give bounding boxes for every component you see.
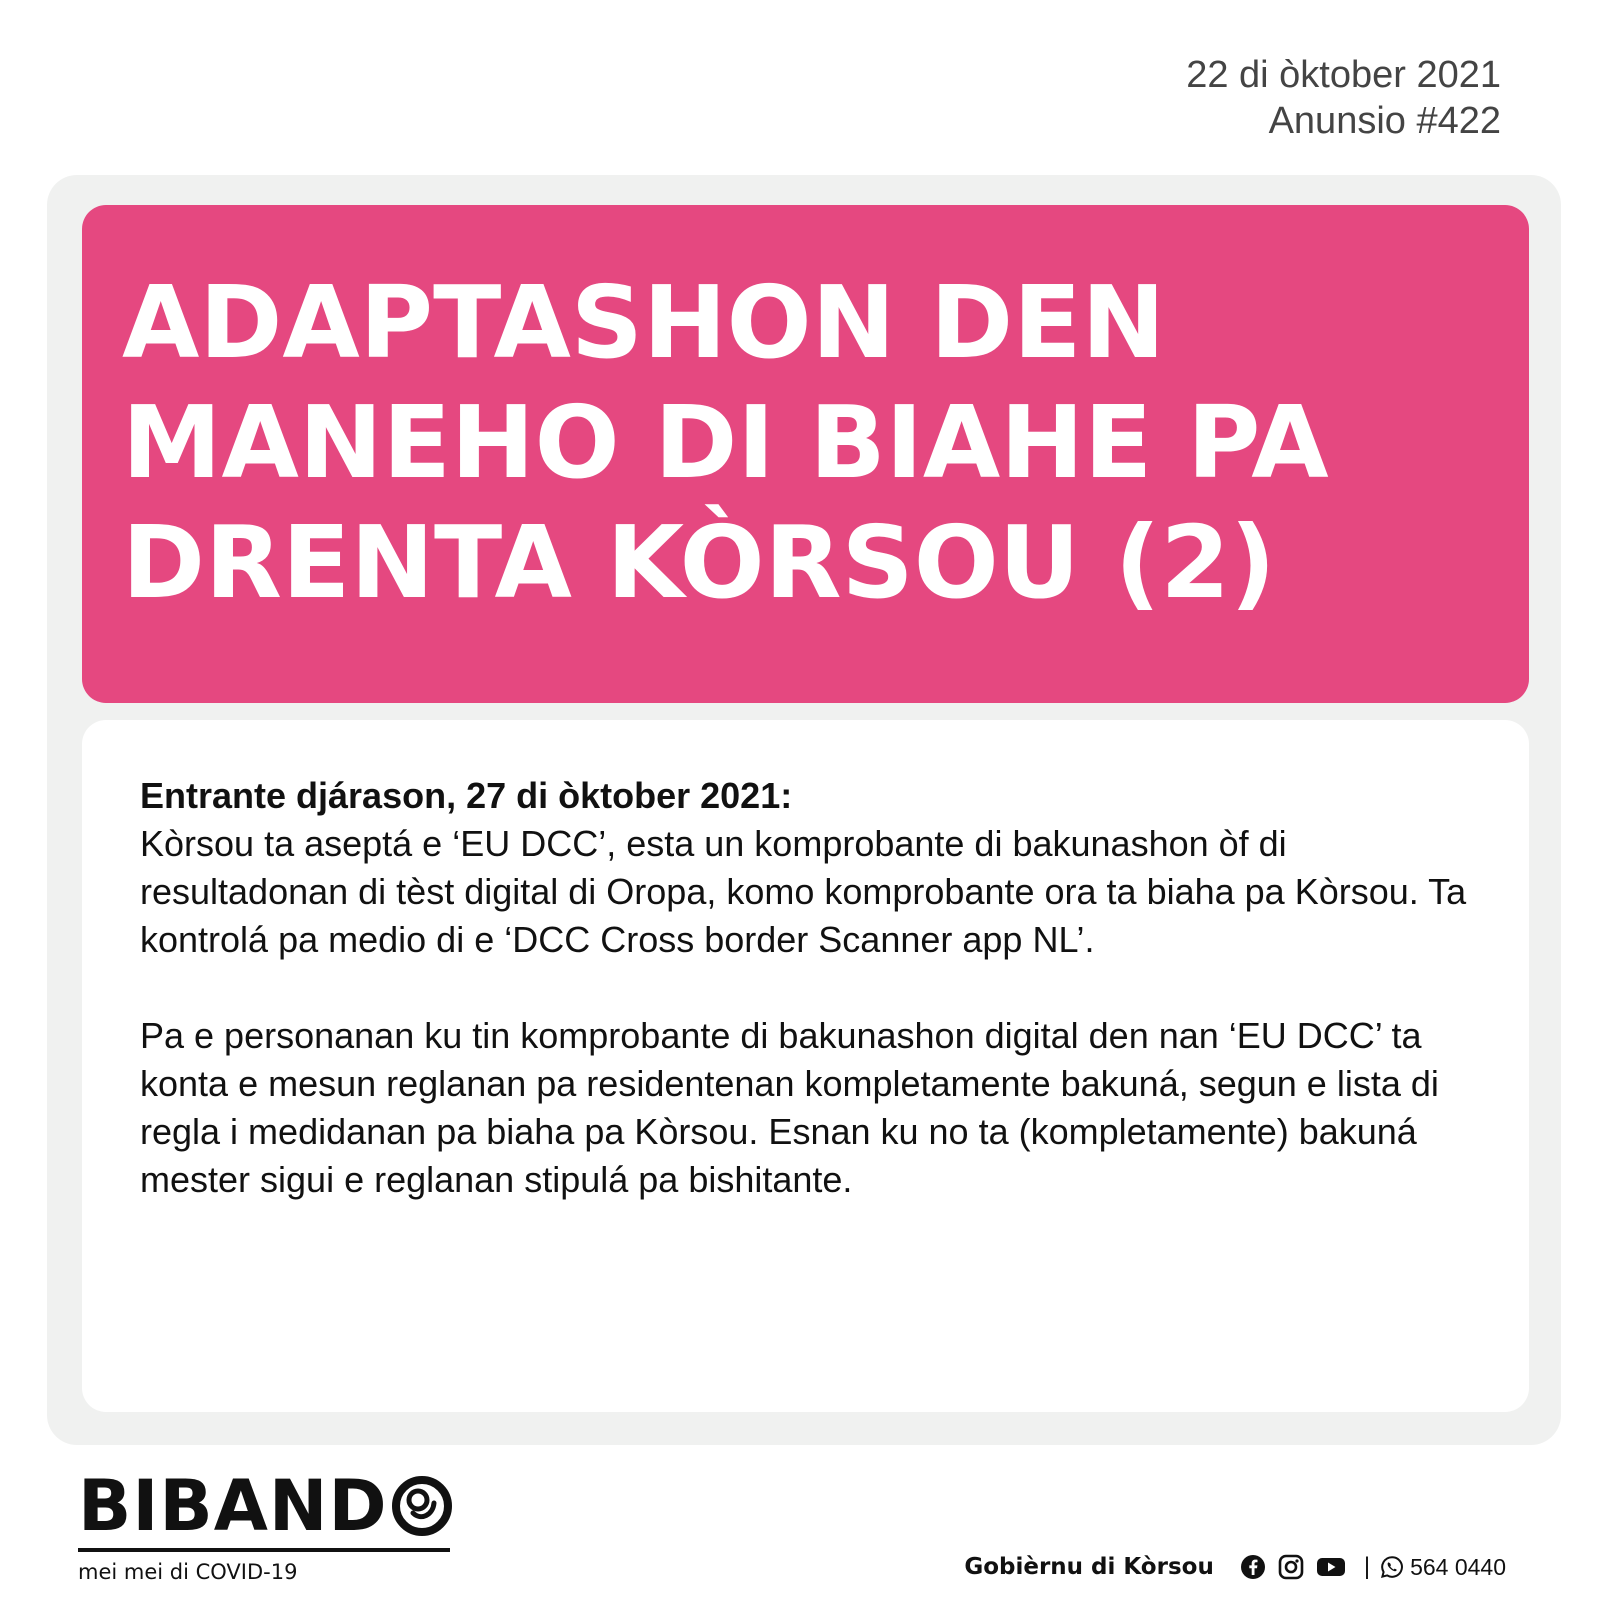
footer (964, 1553, 1506, 1581)
paragraph-2: Pa e personanan ku tin komprobante di bakunashon digital den nan ‘EU DCC’ ta konta e mesun reglanan pa residentenan kompletamente bakuná, segun e lista di regla i medidanan pa biaha pa Kòrsou. Esnan ku no ta (kompletamente) bakuná mester sigui e reglanan stipulá pa bishitante. (140, 1015, 1439, 1200)
announcement-number: Anunsio #422 (1268, 100, 1501, 142)
youtube-icon[interactable] (1316, 1554, 1346, 1580)
footer-phone: 564 0440 (1410, 1553, 1506, 1580)
footer-separator: | (1363, 1553, 1371, 1580)
body-heading: Entrante djárason, 27 di òktober 2021: (140, 775, 793, 816)
page-title: ADAPTASHON DEN MANEHO DI BIAHE PA DRENTA KÒRSOU (2) (122, 264, 1329, 621)
paragraph-1 (140, 772, 1480, 964)
title-banner (82, 205, 1529, 703)
logo-tagline: mei mei di COVID-19 (78, 1560, 298, 1584)
logo-wordmark (78, 1466, 458, 1546)
bibando-logo (78, 1466, 458, 1588)
body-text (140, 772, 1480, 1204)
announcement-date: 22 di òktober 2021 (1186, 54, 1501, 96)
instagram-icon[interactable] (1278, 1554, 1304, 1580)
facebook-icon[interactable] (1240, 1554, 1266, 1580)
logo-o-icon (391, 1475, 453, 1537)
footer-organization: Gobièrnu di Kòrsou (964, 1554, 1214, 1580)
logo-divider (78, 1548, 450, 1552)
logo-word: BIBAND (78, 1465, 388, 1547)
whatsapp-icon[interactable] (1380, 1555, 1404, 1579)
paragraph-1-text: Kòrsou ta aseptá e ‘EU DCC’, esta un komprobante di bakunashon òf di resultadonan di tèst digital di Oropa, komo komprobante ora ta biaha pa Kòrsou. Ta kontrolá pa medio di e ‘DCC Cross border Scanner app NL’. (140, 823, 1467, 960)
body-panel (82, 720, 1529, 1412)
announcement-meta (1186, 52, 1501, 144)
